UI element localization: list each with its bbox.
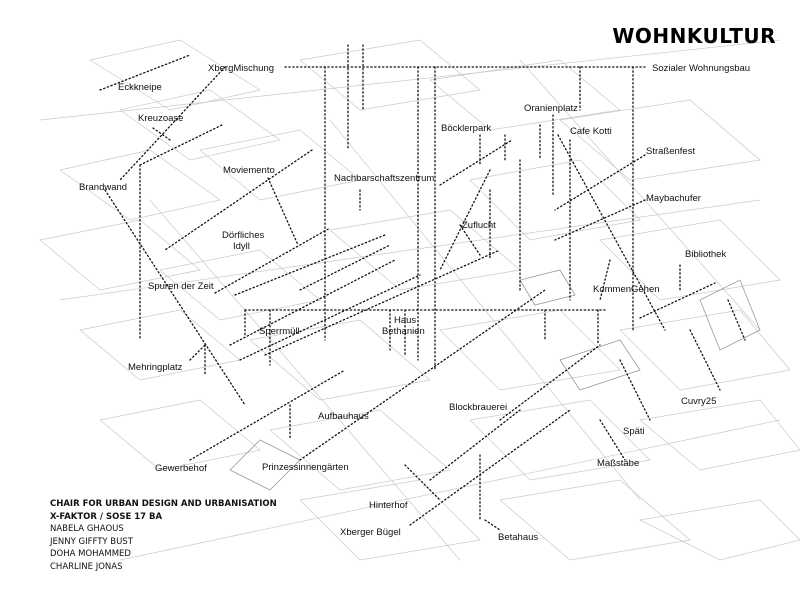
label-aufbauhaus: Aufbauhaus: [318, 411, 369, 422]
label-boecklerpark: Böcklerpark: [441, 123, 492, 134]
credits-name: JENNY GIFFTY BUST: [50, 536, 133, 547]
label-haus: Haus: [394, 315, 417, 326]
label-oranienplatz: Oranienplatz: [524, 103, 578, 114]
label-strassenfest: Straßenfest: [646, 146, 696, 157]
label-gewerbehof: Gewerbehof: [155, 463, 207, 474]
label-blockbrauerei: Blockbrauerei: [449, 402, 508, 413]
label-cafe-kotti: Cafe Kotti: [570, 126, 612, 137]
label-betahaus: Betahaus: [498, 532, 539, 543]
label-doerfliches: Dörfliches: [222, 230, 265, 241]
label-xberger-buegel: Xberger Bügel: [340, 527, 401, 538]
label-moviemento: Moviemento: [223, 165, 275, 176]
label-spuren-der-zeit: Spuren der Zeit: [148, 281, 214, 292]
label-massstaebe: Maßstäbe: [597, 458, 640, 469]
label-sperrmuell: Sperrmüll: [259, 326, 300, 337]
label-sozialer-wohnungsbau: Sozialer Wohnungsbau: [652, 63, 751, 74]
label-bethanien: Bethanien: [382, 326, 425, 337]
label-maybachufer: Maybachufer: [646, 193, 701, 204]
label-eckkneipe: Eckkneipe: [118, 82, 162, 93]
label-prinzessinnengaerten: Prinzessinnengärten: [262, 462, 349, 473]
label-spaeti: Späti: [623, 426, 645, 437]
label-nachbarschaftszentrum: Nachbarschaftszentrum: [334, 173, 435, 184]
label-kreuzoase: Kreuzoase: [138, 113, 184, 124]
credits-chair: CHAIR FOR URBAN DESIGN AND URBANISATION: [50, 499, 277, 509]
label-brandwand: Brandwand: [79, 182, 128, 193]
credits-block: [50, 498, 277, 573]
label-mehringplatz: Mehringplatz: [128, 362, 183, 373]
page-title: WOHNKULTUR: [612, 24, 776, 48]
credits-course: X-FAKTOR / SOSE 17 BA: [50, 511, 163, 522]
label-cuvry25: Cuvry25: [681, 396, 717, 407]
label-xbergmischung: XbergMischung: [208, 63, 275, 74]
credits-name: NABELA GHAOUS: [50, 524, 124, 534]
credits-name: DOHA MOHAMMED: [50, 549, 131, 559]
label-hinterhof: Hinterhof: [369, 500, 408, 511]
label-idyll: Idyll: [233, 241, 250, 252]
place-labels: [79, 63, 750, 543]
credits-name: CHARLINE JONAS: [50, 561, 123, 572]
label-bibliothek: Bibliothek: [685, 249, 727, 260]
label-kommengehen: KommenGehen: [593, 284, 660, 295]
label-zuflucht: Zuflucht: [462, 220, 496, 231]
